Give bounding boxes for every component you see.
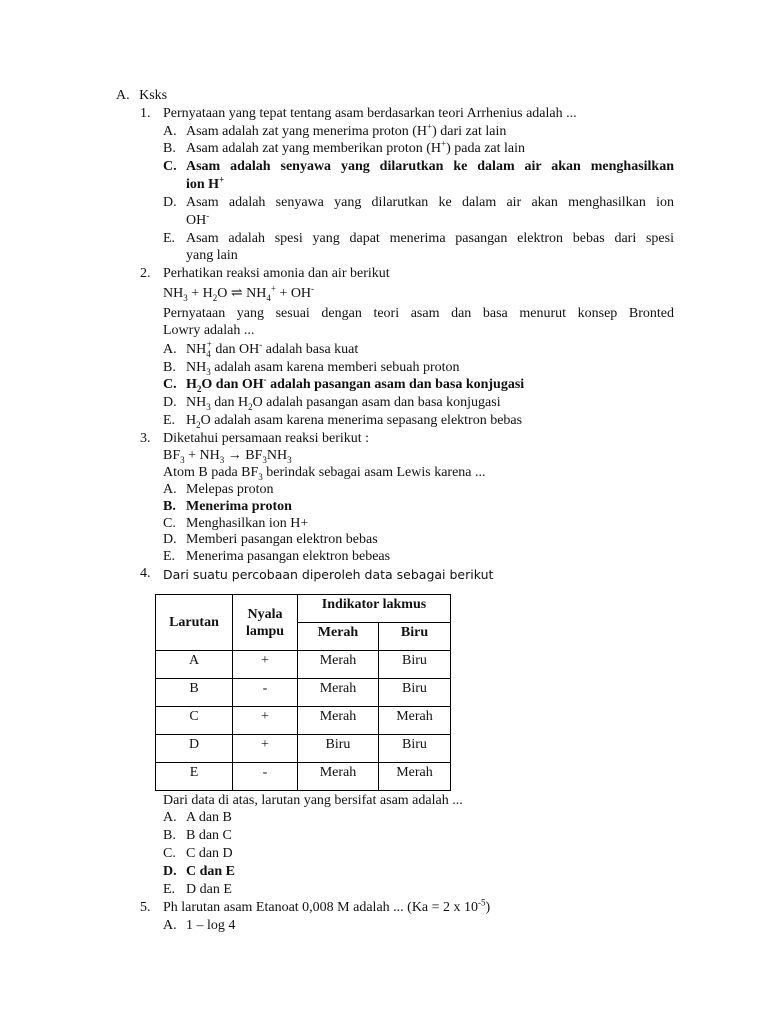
table-row: A + Merah Biru <box>156 651 451 679</box>
question-2-number: 2. <box>140 266 151 281</box>
table-row: D + Biru Biru <box>156 735 451 763</box>
q1-option-e-line2: yang lain <box>186 248 238 263</box>
q1-option-a: A. Asam adalah zat yang menerima proton (H+) dari zat lain <box>163 121 507 139</box>
question-5-text: Ph larutan asam Etanoat 0,008 M adalah ... (Ka = 2 x $10^{-5}$) <box>163 897 491 915</box>
q1-option-c: C. Asam adalah senyawa yang dilarutkan ke dalam air akan menghasilkan <box>163 159 674 174</box>
reaction-arrow-icon: → <box>224 448 246 463</box>
q4-option-a: A. A dan B <box>163 810 232 825</box>
header-nyala-lampu: Nyala lampu <box>233 595 298 651</box>
q2-option-b: B. $NH_3$ adalah asam karena memberi sebuah proton <box>163 360 460 377</box>
q2-option-a: A. $NH_4^+$ dan OH- adalah basa kuat <box>163 339 359 359</box>
q1-option-d-line2: OH- <box>186 210 210 228</box>
q2-statement-line2: Lowry adalah ... <box>163 323 255 338</box>
q4-option-e: E. D dan E <box>163 882 232 897</box>
q2-reaction: $NH_3 + H_2O$ ⇌ $NH_4^+ + OH^-$ <box>163 283 315 303</box>
table-row: B - Merah Biru <box>156 679 451 707</box>
header-larutan: Larutan <box>156 595 233 651</box>
header-indikator-lakmus: Indikator lakmus <box>298 595 451 623</box>
data-table <box>155 594 451 791</box>
q2-statement-line1: Pernyataan yang sesuai dengan teori asam dan basa menurut konsep Bronted <box>163 306 674 321</box>
question-1-text: Pernyataan yang tepat tentang asam berdasarkan teori Arrhenius adalah ... <box>163 106 577 121</box>
q3-statement: Atom B pada $BF_3$ berindak sebagai asam Lewis karena ... <box>163 465 486 482</box>
question-4-text: Dari suatu percobaan diperoleh data sebagai berikut <box>163 567 494 582</box>
q1-option-b: B. Asam adalah zat yang memberikan proton (H+) pada zat lain <box>163 138 526 156</box>
q3-option-b: B. Menerima proton <box>163 499 292 514</box>
q4-option-d: D. C dan E <box>163 864 236 879</box>
q1-option-d: D. Asam adalah senyawa yang dilarutkan ke dalam air akan menghasilkan ion <box>163 195 674 210</box>
q1-option-c-line2: ion H+ <box>186 174 225 192</box>
section-letter: A. <box>116 88 130 103</box>
header-merah: Merah <box>298 623 379 651</box>
question-5-number: 5. <box>140 900 151 915</box>
question-1-number: 1. <box>140 106 151 121</box>
question-4-number: 4. <box>140 566 151 581</box>
q2-option-e: E. $H_2O$ adalah asam karena menerima sepasang elektron bebas <box>163 413 523 430</box>
q3-option-d: D. Memberi pasangan elektron bebas <box>163 532 378 547</box>
q2-option-d: D. $NH_3$ dan $H_2O$ adalah pasangan asam dan basa konjugasi <box>163 395 501 412</box>
q3-option-c: C. Menghasilkan ion H+ <box>163 516 309 531</box>
q3-option-e: E. Menerima pasangan elektron bebeas <box>163 549 391 564</box>
q2-option-c: C. $H_2O$ dan OH- adalah pasangan asam dan basa konjugasi <box>163 374 525 394</box>
table-row: E - Merah Merah <box>156 763 451 791</box>
q1-option-e: E. Asam adalah spesi yang dapat menerima pasangan elektron bebas dari spesi <box>163 231 674 246</box>
section-header <box>116 88 167 104</box>
question-2-text: Perhatikan reaksi amonia dan air berikut <box>163 266 390 281</box>
q3-reaction: $BF_3 + NH_3 \to BF_3NH_3$ <box>163 448 292 465</box>
table-row: C + Merah Merah <box>156 707 451 735</box>
section-title: Ksks <box>139 88 168 103</box>
q4-option-c: C. C dan D <box>163 846 233 861</box>
equilibrium-arrow-icon: ⇌ <box>230 286 243 301</box>
q3-option-a: A. Melepas proton <box>163 482 274 497</box>
question-3-number: 3. <box>140 431 151 446</box>
q5-option-a: A. 1 – log 4 <box>163 918 236 933</box>
question-3-text: Diketahui persamaan reaksi berikut : <box>163 431 370 446</box>
header-biru: Biru <box>379 623 451 651</box>
q4-option-b: B. B dan C <box>163 828 232 843</box>
q4-after-text: Dari data di atas, larutan yang bersifat asam adalah ... <box>163 793 463 808</box>
